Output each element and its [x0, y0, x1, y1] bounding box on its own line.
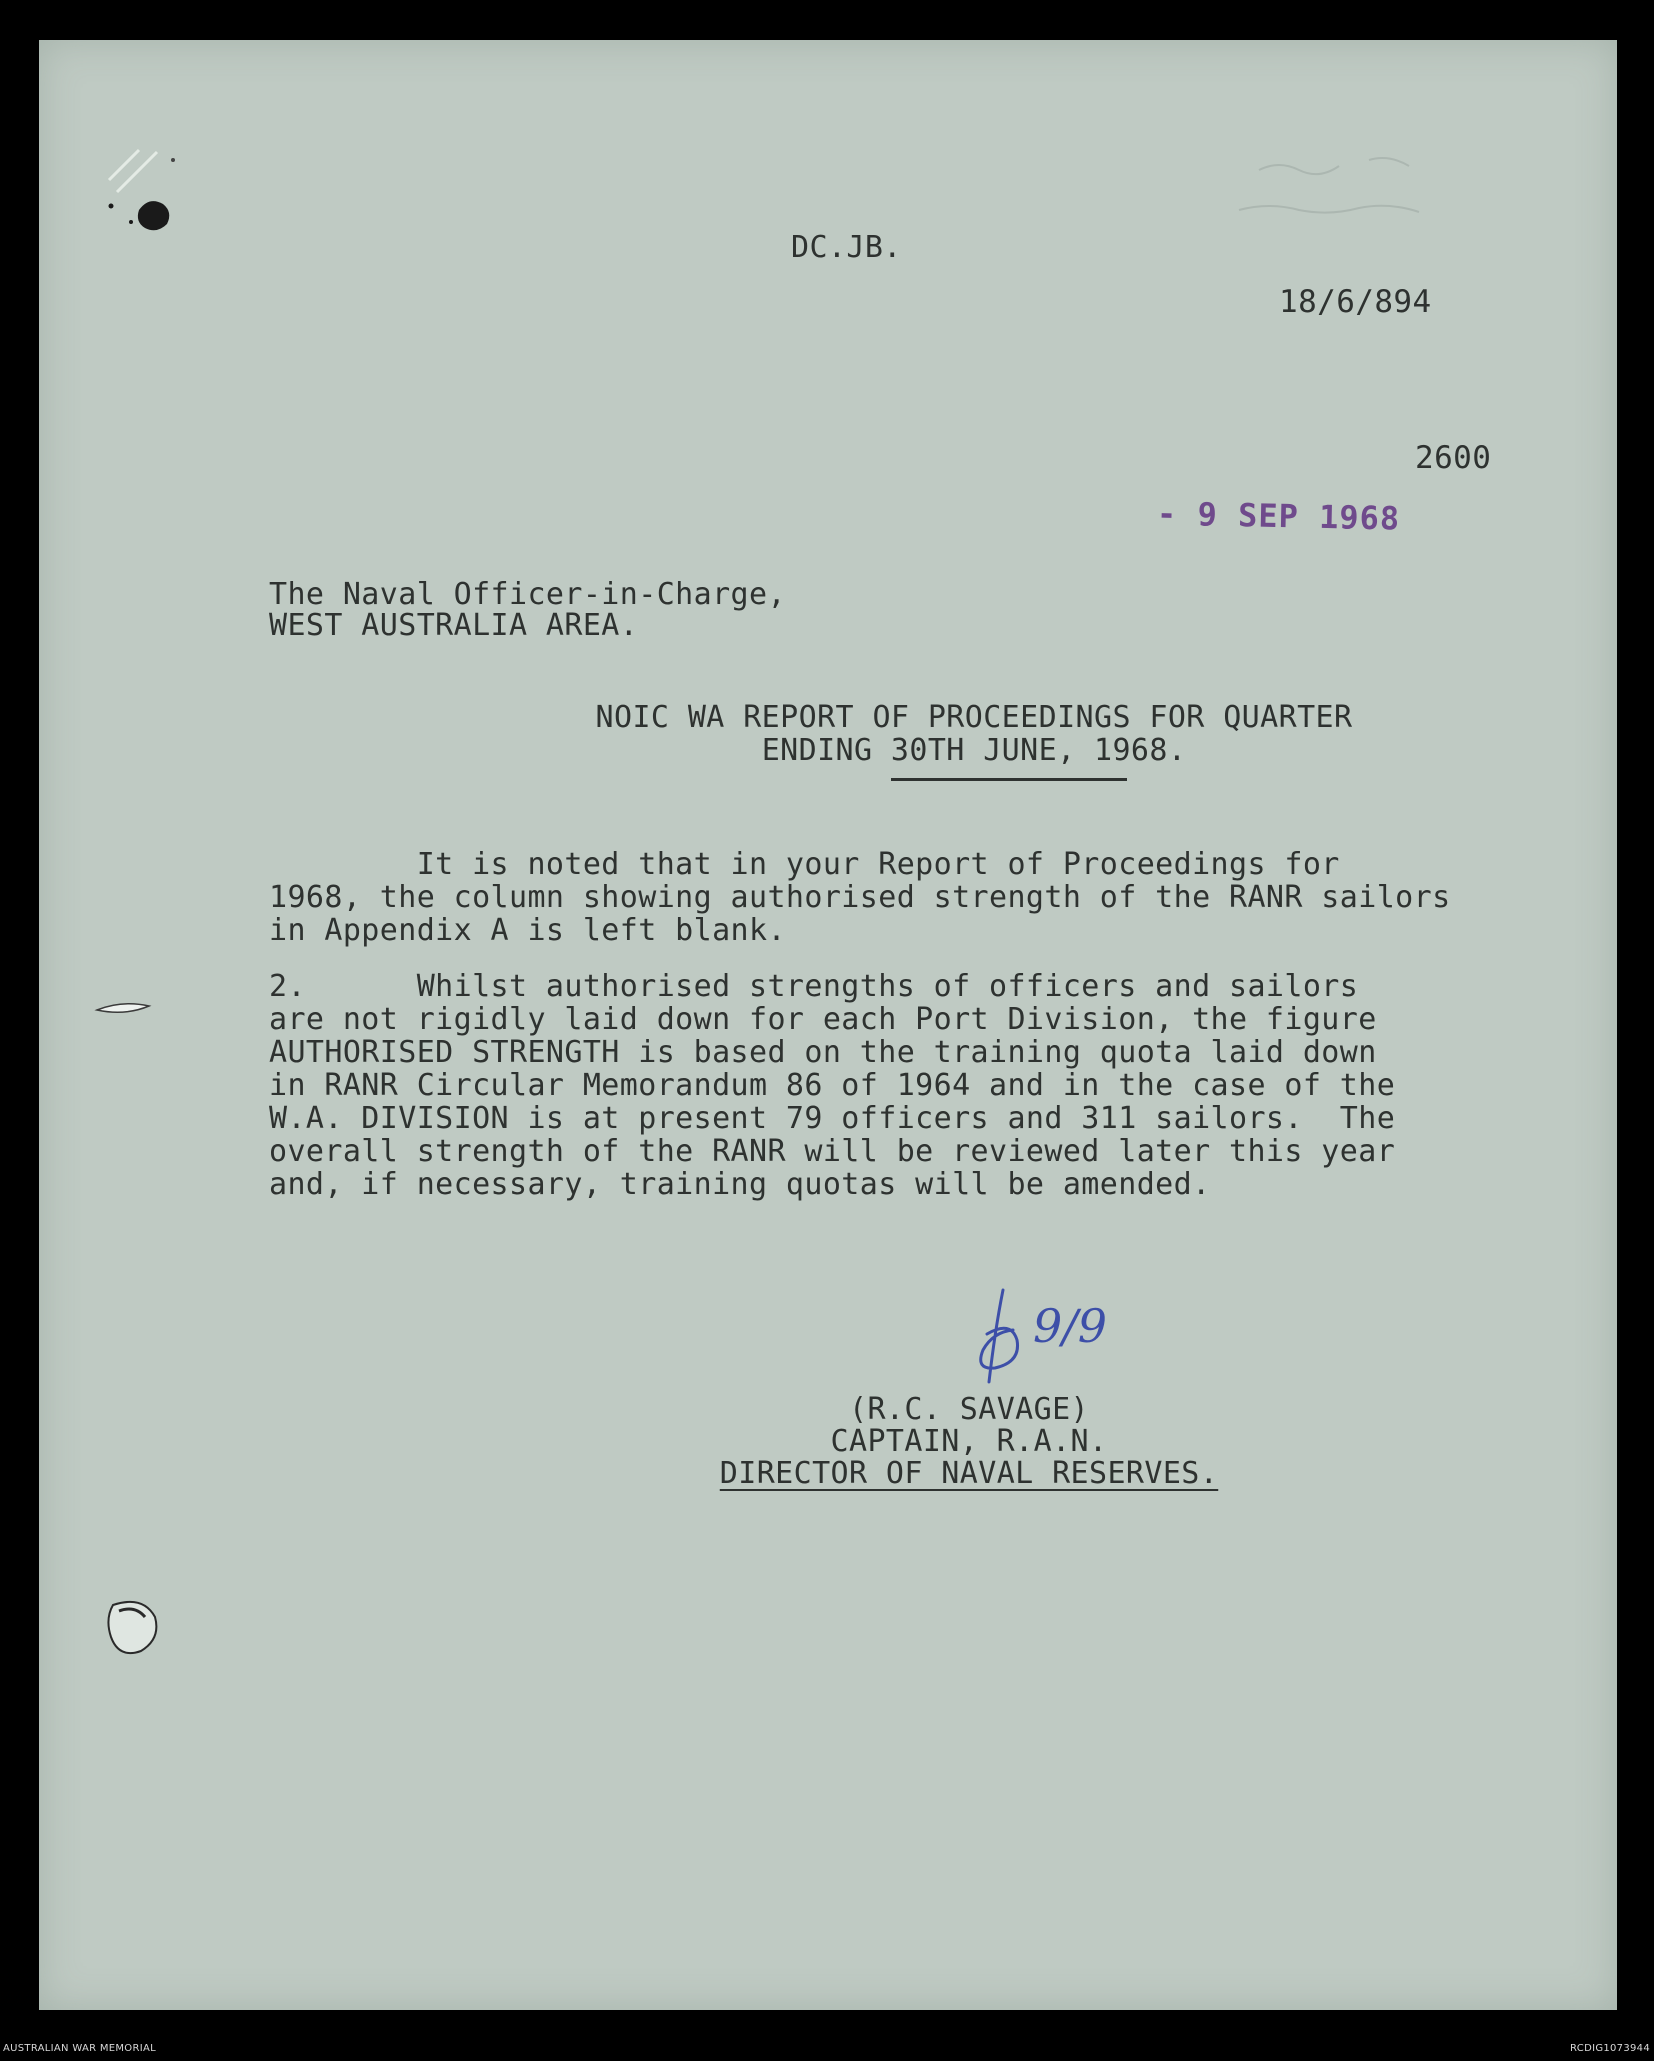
paragraph-1 [269, 848, 1451, 947]
punch-hole-middle [87, 988, 167, 1028]
paragraph-2-line: and, if necessary, training quotas will be amended. [269, 1167, 1211, 1202]
addressee-line-2: WEST AUSTRALIA AREA. [269, 608, 639, 643]
paragraph-2-line: W.A. DIVISION is at present 79 officers and 311 sailors. The [269, 1101, 1396, 1136]
paragraph-2-line: are not rigidly laid down for each Port Division, the figure [269, 1002, 1377, 1037]
paragraph-2-line: AUTHORISED STRENGTH is based on the training quota laid down [269, 1035, 1377, 1070]
signature-block [599, 1394, 1339, 1490]
paragraph-2 [269, 970, 1395, 1201]
paragraph-1-line: in Appendix A is left blank. [269, 913, 786, 948]
footer-record-id: RCDIG1073944 [1570, 2043, 1650, 2054]
addressee [269, 579, 786, 641]
subject-line-1: NOIC WA REPORT OF PROCEEDINGS FOR QUARTER [595, 700, 1353, 735]
date-stamp: - 9 SEP 1968 [1156, 494, 1401, 538]
reference-code: DC.JB. [791, 230, 902, 265]
signatory-title: DIRECTOR OF NAVAL RESERVES. [719, 1456, 1219, 1491]
paragraph-2-line: in RANR Circular Memorandum 86 of 1964 and in the case of the [269, 1068, 1396, 1103]
document-page [39, 40, 1617, 2010]
punch-hole-bottom [91, 1585, 181, 1675]
signatory-name: (R.C. SAVAGE) [849, 1392, 1089, 1427]
subject-underline [891, 778, 1127, 781]
paragraph-1-line: 1968, the column showing authorised strength of the RANR sailors [269, 880, 1451, 915]
subject-heading [559, 701, 1389, 767]
subject-line-2: ENDING 30TH JUNE, 1968. [761, 733, 1187, 768]
punch-hole-top [69, 100, 209, 240]
footer-archive-name: AUSTRALIAN WAR MEMORIAL [3, 2043, 156, 2054]
paragraph-2-line: 2. Whilst authorised strengths of officers and sailors [269, 969, 1359, 1004]
file-number: 18/6/894 [1279, 284, 1432, 320]
paragraph-2-line: overall strength of the RANR will be reviewed later this year [269, 1134, 1396, 1169]
handwritten-signature [969, 1280, 1149, 1400]
document-number: 2600 [1415, 440, 1492, 476]
faint-pencil-marks [1219, 130, 1499, 250]
paragraph-1-line: It is noted that in your Report of Proceedings for [269, 847, 1340, 882]
signatory-rank: CAPTAIN, R.A.N. [830, 1424, 1108, 1459]
addressee-line-1: The Naval Officer-in-Charge, [269, 577, 786, 612]
handwritten-date: 9/9 [1033, 1299, 1108, 1353]
